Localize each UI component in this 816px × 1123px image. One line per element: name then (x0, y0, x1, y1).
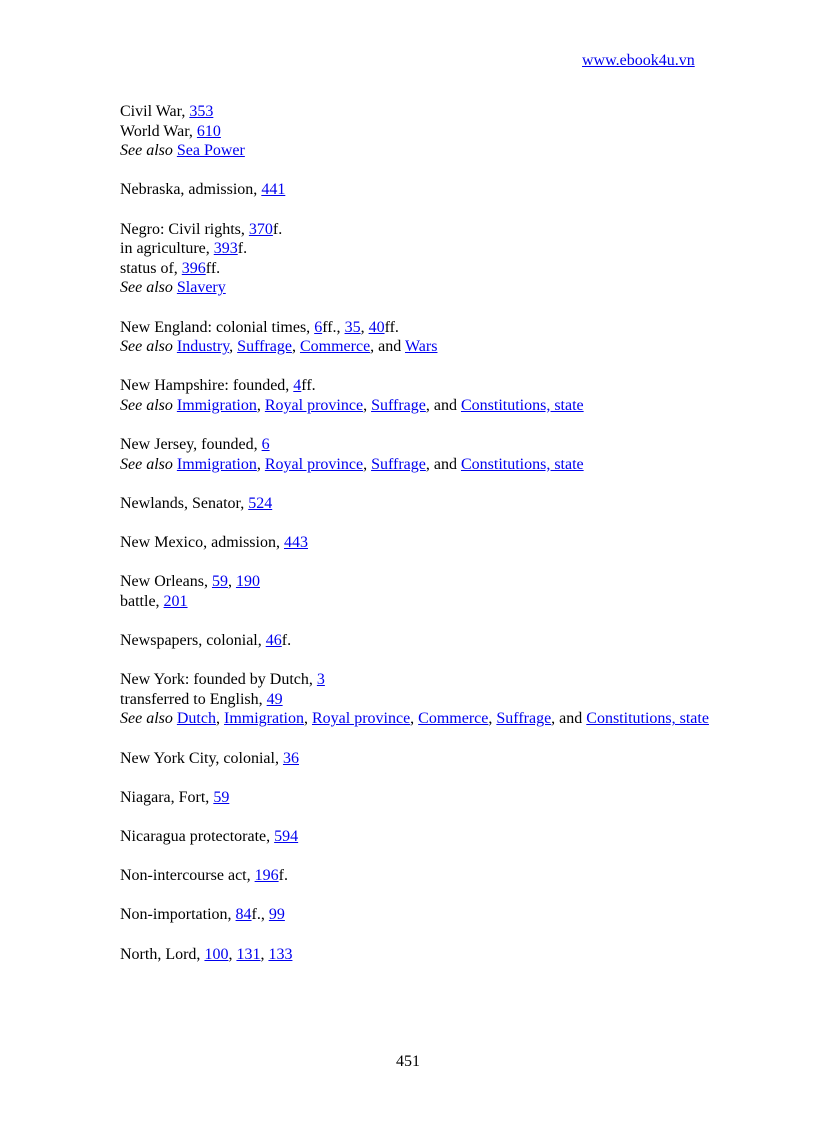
index-entry (120, 788, 710, 808)
index-line (120, 709, 710, 729)
index-line (120, 318, 710, 338)
index-line (120, 945, 710, 965)
index-text: ff. (384, 318, 399, 336)
index-link[interactable]: 443 (283, 534, 308, 552)
index-entry (120, 494, 710, 514)
index-text: , (363, 455, 372, 473)
index-text: New Hampshire: founded, (120, 377, 294, 395)
index-link[interactable]: 190 (235, 573, 260, 591)
index-entry (120, 670, 710, 729)
index-link[interactable]: Suffrage (237, 338, 292, 356)
index-link[interactable]: Suffrage (371, 455, 426, 473)
index-line (120, 337, 710, 357)
index-link[interactable]: 49 (266, 690, 283, 708)
index-line (120, 905, 710, 925)
index-link[interactable]: 610 (196, 122, 221, 140)
index-entry (120, 905, 710, 925)
index-link[interactable]: 4 (293, 377, 302, 395)
index-text: , (303, 710, 312, 728)
index-text: f. (278, 867, 288, 885)
index-link[interactable]: 99 (268, 906, 285, 924)
index-text: , and (551, 710, 587, 728)
index-text: Nicaragua protectorate, (120, 827, 275, 845)
index-link[interactable]: Sea Power (176, 142, 245, 160)
index-entry (120, 102, 710, 161)
index-text: Non-intercourse act, (120, 867, 255, 885)
index-entry (120, 866, 710, 886)
index-line (120, 533, 710, 553)
index-link[interactable]: 201 (163, 592, 188, 610)
index-text: transferred to English, (120, 690, 267, 708)
index-line (120, 180, 710, 200)
index-line (120, 259, 710, 279)
index-text: , (229, 338, 238, 356)
index-link[interactable]: Immigration (176, 396, 257, 414)
index-link[interactable]: 59 (213, 788, 230, 806)
index-line (120, 592, 710, 612)
index-link[interactable]: Immigration (176, 455, 257, 473)
index-link[interactable]: Immigration (223, 710, 304, 728)
index-link[interactable]: Constitutions, state (460, 396, 584, 414)
index-text: Newspapers, colonial, (120, 632, 266, 650)
index-link[interactable]: 35 (344, 318, 361, 336)
index-text: , and (370, 338, 405, 356)
index-link[interactable]: Royal province (264, 455, 364, 473)
index-line (120, 220, 710, 240)
index-entry (120, 572, 710, 611)
index-text: New Jersey, founded, (120, 436, 262, 454)
index-line (120, 631, 710, 651)
index-line (120, 494, 710, 514)
index-text: status of, (120, 259, 182, 277)
index-entry (120, 376, 710, 415)
index-text: Newlands, Senator, (120, 494, 249, 512)
index-text: , (215, 710, 224, 728)
index-link[interactable]: 46 (265, 632, 282, 650)
index-text: , (363, 396, 372, 414)
index-text: ff. (301, 377, 316, 395)
index-text: Niagara, Fort, (120, 788, 214, 806)
see-also-label: See also (120, 279, 173, 297)
see-also-label: See also (120, 710, 173, 728)
index-entry (120, 533, 710, 553)
index-text: , (291, 338, 300, 356)
index-text: , (256, 396, 265, 414)
index-link[interactable]: Slavery (176, 279, 226, 297)
index-link[interactable]: Commerce (299, 338, 371, 356)
index-link[interactable]: Suffrage (371, 396, 426, 414)
index-text: Civil War, (120, 103, 190, 120)
index-entry (120, 220, 710, 298)
index-link[interactable]: 133 (268, 945, 293, 963)
index-text: Nebraska, admission, (120, 181, 262, 199)
index-text: , and (425, 396, 461, 414)
index-link[interactable]: 393 (213, 240, 238, 258)
index-text: f. (281, 632, 292, 650)
index-entry (120, 631, 710, 651)
index-line (120, 376, 710, 396)
index-text: New Mexico, admission, (120, 534, 284, 552)
index-text: f. (272, 220, 283, 238)
index-text: Negro: Civil rights, (120, 220, 249, 238)
index-link[interactable]: Wars (404, 338, 438, 356)
index-link[interactable]: Industry (176, 338, 230, 356)
see-also-label: See also (120, 142, 173, 160)
index-line (120, 122, 710, 142)
index-link[interactable]: 84 (235, 906, 252, 924)
index-link[interactable]: 131 (236, 945, 261, 963)
index-link[interactable]: 3 (316, 671, 325, 689)
index-link[interactable]: 396 (181, 259, 206, 277)
index-link[interactable]: 370 (248, 220, 273, 238)
index-text: ff., (322, 318, 345, 336)
index-line (120, 455, 710, 475)
index-line (120, 749, 710, 769)
index-link[interactable]: 6 (314, 318, 323, 336)
index-text: New England: colonial times, (120, 318, 315, 336)
index-link[interactable]: Dutch (176, 710, 216, 728)
index-line (120, 827, 710, 847)
index-line (120, 788, 710, 808)
index-line (120, 278, 710, 298)
index-line (120, 670, 710, 690)
index-line (120, 396, 710, 416)
index-text: New York: founded by Dutch, (120, 671, 317, 689)
index-line (120, 141, 710, 161)
index-entry (120, 318, 710, 357)
index-text: , and (425, 455, 461, 473)
index-text: New Orleans, (120, 573, 212, 591)
index-line (120, 690, 710, 710)
index-line (120, 572, 710, 592)
index-text: , (256, 455, 265, 473)
index-line (120, 102, 710, 122)
index-entries (120, 102, 710, 984)
index-text: , (410, 710, 419, 728)
index-link[interactable]: 594 (274, 827, 299, 845)
index-link[interactable]: Constitutions, state (460, 455, 584, 473)
index-text: , (228, 945, 237, 963)
index-entry (120, 749, 710, 769)
index-text: ff. (205, 259, 221, 277)
index-text: f., (251, 906, 269, 924)
index-text: f. (237, 240, 248, 258)
index-link[interactable]: 59 (211, 573, 228, 591)
index-text: , (260, 945, 269, 963)
index-text: Non-importation, (120, 906, 236, 924)
index-link[interactable]: Constitutions, state (586, 710, 709, 728)
see-also-label: See also (120, 455, 173, 473)
see-also-label: See also (120, 338, 173, 356)
index-text: North, Lord, (120, 945, 205, 963)
index-link[interactable]: Royal province (264, 396, 364, 414)
index-link[interactable]: 353 (189, 103, 214, 120)
index-text: , (360, 318, 369, 336)
page-number: 451 (396, 1053, 420, 1070)
index-text: , (488, 710, 497, 728)
index-text: battle, (120, 592, 164, 610)
index-link[interactable]: Suffrage (496, 710, 552, 728)
index-text: in agriculture, (120, 240, 214, 258)
index-line (120, 866, 710, 886)
index-link[interactable]: 40 (368, 318, 385, 336)
index-entry (120, 945, 710, 965)
index-text: New York City, colonial, (120, 749, 283, 767)
index-link[interactable]: Commerce (418, 710, 489, 728)
index-entry (120, 435, 710, 474)
see-also-label: See also (120, 396, 173, 414)
index-link[interactable]: 36 (282, 749, 299, 767)
index-line (120, 239, 710, 259)
index-link[interactable]: 6 (261, 436, 270, 454)
site-link[interactable]: www.ebook4u.vn (582, 52, 695, 69)
index-text: , (227, 573, 236, 591)
index-line (120, 435, 710, 455)
index-text: World War, (120, 122, 197, 140)
index-link[interactable]: 100 (204, 945, 229, 963)
index-link[interactable]: Royal province (311, 710, 411, 728)
index-link[interactable]: 524 (248, 494, 273, 512)
index-entry (120, 180, 710, 200)
index-entry (120, 827, 710, 847)
index-link[interactable]: 441 (261, 181, 286, 199)
index-link[interactable]: 196 (254, 867, 279, 885)
